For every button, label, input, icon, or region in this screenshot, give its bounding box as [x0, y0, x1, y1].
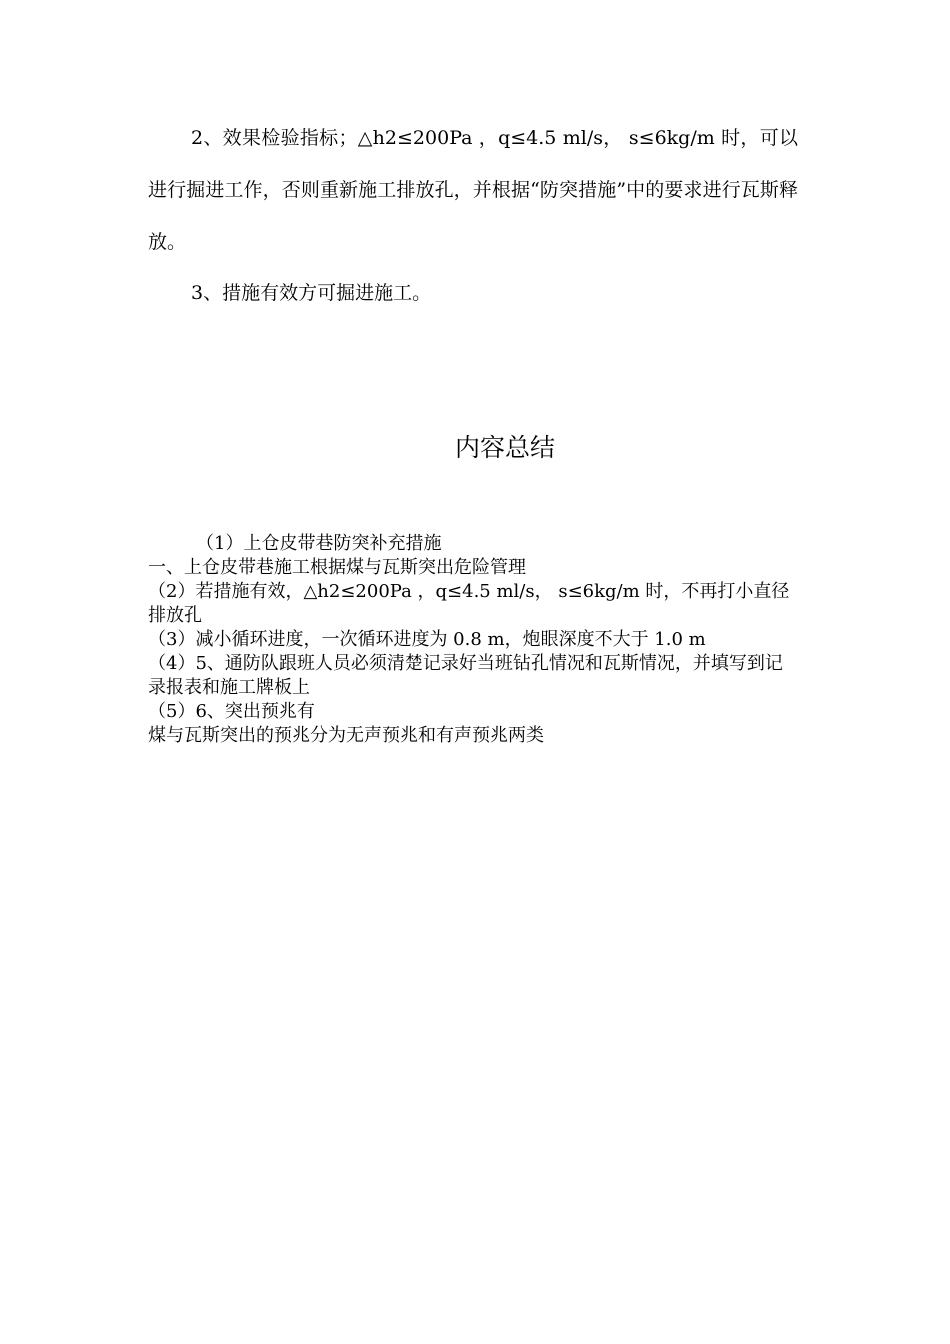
summary-line: 一、上仓皮带巷施工根据煤与瓦斯突出危险管理	[148, 557, 526, 578]
paragraph-measure-effective: 3、措施有效方可掘进施工。	[191, 282, 432, 304]
summary-line: （4）5、通防队跟班人员必须清楚记录好当班钻孔情况和瓦斯情况，并填写到记录报表和施工牌板上	[148, 653, 783, 698]
summary-line: 煤与瓦斯突出的预兆分为无声预兆和有声预兆两类	[148, 725, 544, 746]
paragraph-effect-check: 2、效果检验指标；△h2≤200Pa ，q≤4.5 ml/s， s≤6kg/m 时，可以进行掘进工作，否则重新施工排放孔，并根据“防突措施”中的要求进行瓦斯释放。	[148, 127, 798, 253]
summary-list	[148, 532, 798, 748]
summary-title: 内容总结	[454, 433, 555, 462]
summary-line: （5）6、突出预兆有	[148, 701, 315, 722]
summary-line: （3）减小循环进度，一次循环进度为 0.8 m，炮眼深度不大于 1.0 m	[148, 629, 706, 650]
summary-line: （2）若措施有效，△h2≤200Pa ，q≤4.5 ml/s， s≤6kg/m 时，不再打小直径排放孔	[148, 581, 790, 626]
summary-line: （1）上仓皮带巷防突补充措施	[196, 533, 442, 554]
